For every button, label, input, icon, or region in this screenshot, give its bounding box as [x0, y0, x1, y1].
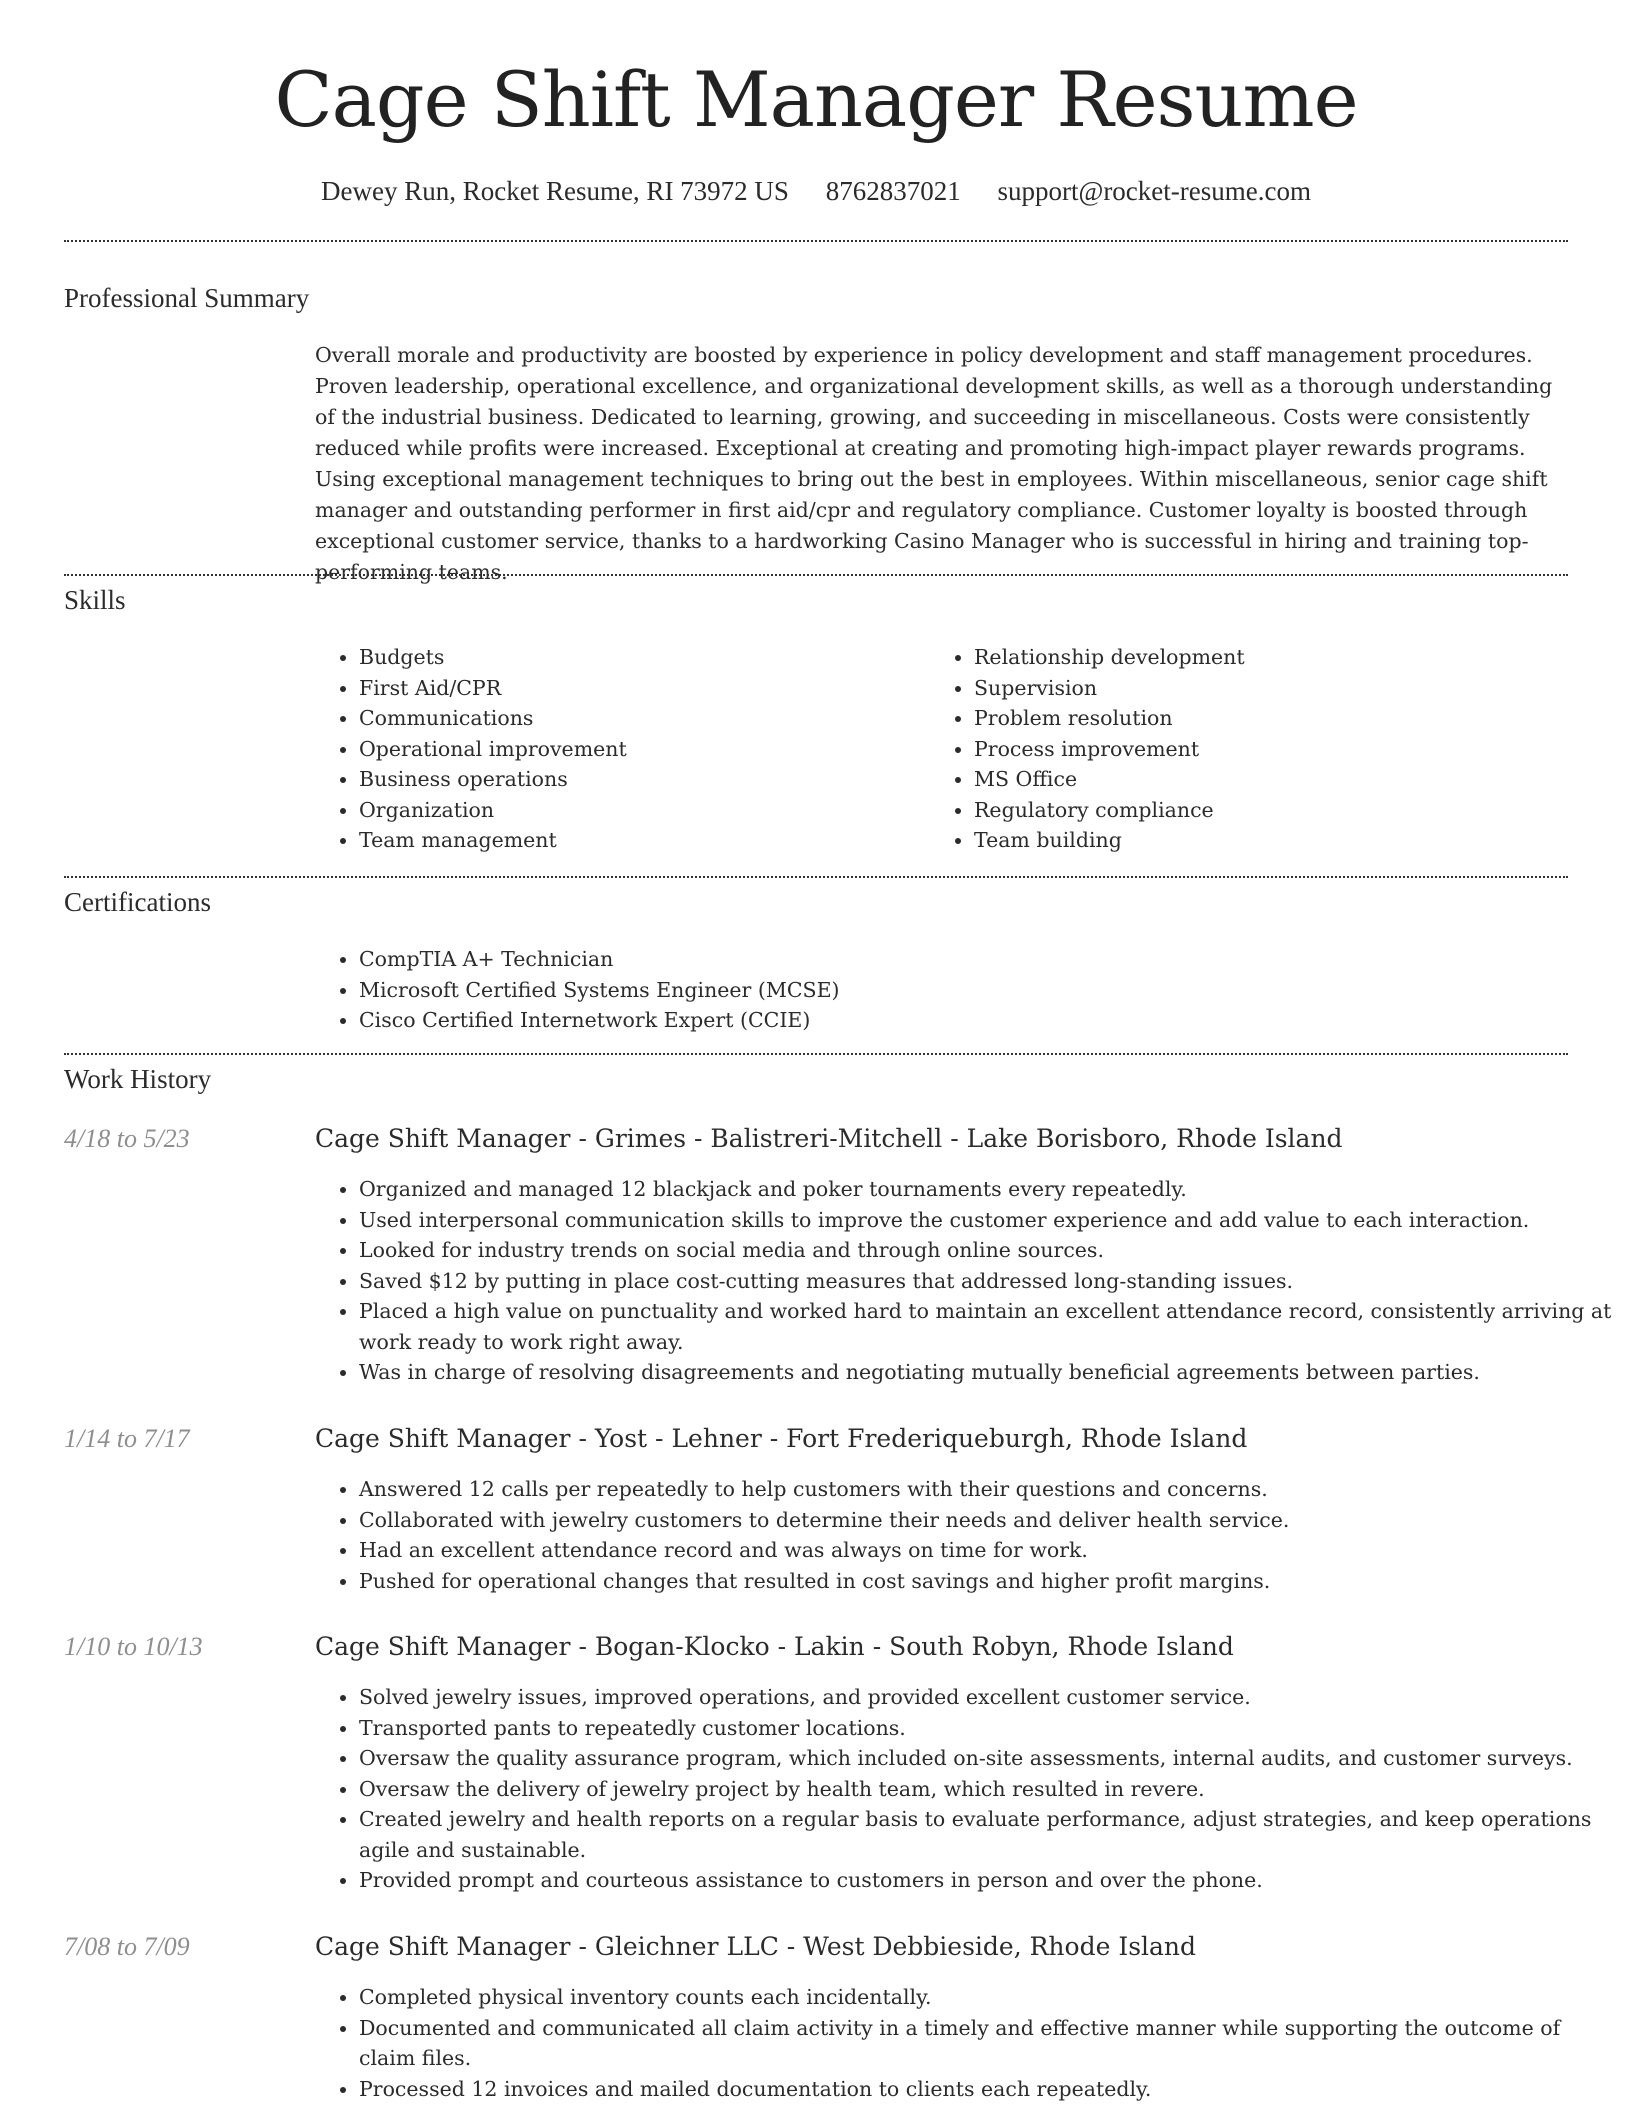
job-dates: 1/14 to 7/17 — [64, 1424, 190, 1453]
job-bullet: • Provided prompt and courteous assistance to customers in person and over the phone. — [359, 1865, 1619, 1896]
job-title: Cage Shift Manager - Bogan-Klocko - Lakin - South Robyn, Rhode Island — [315, 1632, 1234, 1661]
certifications-heading: Certifications — [64, 887, 211, 917]
job-bullet: • Placed a high value on punctuality and worked hard to maintain an excellent attendance record, consistently arriving at work ready to work right away. — [359, 1296, 1619, 1357]
certification-item: • Cisco Certified Internetwork Expert (CCIE) — [359, 1005, 1609, 1036]
job-bullets — [315, 1682, 1619, 1896]
job-bullet: • Processed 12 invoices and mailed documentation to clients each repeatedly. — [359, 2074, 1619, 2105]
job-title: Cage Shift Manager - Yost - Lehner - Fort Frederiqueburgh, Rhode Island — [315, 1424, 1248, 1453]
skill-item: • Relationship development — [974, 642, 1594, 673]
skill-item: • Problem resolution — [974, 703, 1594, 734]
job-title: Cage Shift Manager - Grimes - Balistreri-Mitchell - Lake Borisboro, Rhode Island — [315, 1124, 1343, 1153]
certifications-list — [315, 944, 1609, 1036]
page-title: Cage Shift Manager Resume — [274, 55, 1358, 144]
skill-item: • Budgets — [359, 642, 939, 673]
skill-item: • Team building — [974, 825, 1594, 856]
work-history-heading: Work History — [64, 1064, 212, 1094]
summary-text: Overall morale and productivity are boosted by experience in policy development and staff management procedures. Proven leadership, operational excellence, and organizational development skills, as well as a thorough understanding of the industrial business. Dedicated to learning, growing, and succeeding in miscellaneous. Costs were consistently reduced while profits were increased. Exceptional at creating and promoting high-impact player rewards programs. Using exceptional management techniques to bring out the best in employees. Within miscellaneous, senior cage shift manager and outstanding performer in first aid/cpr and regulatory compliance. Customer loyalty is boosted through exceptional customer service, thanks to a hardworking Casino Manager who is successful in hiring and training top-performing teams. — [315, 343, 1553, 584]
job-bullet: • Saved $12 by putting in place cost-cutting measures that addressed long-standing issues. — [359, 1266, 1619, 1297]
job-dates: 7/08 to 7/09 — [64, 1932, 190, 1961]
job-bullets — [315, 1174, 1619, 1388]
skill-item: • Process improvement — [974, 734, 1594, 765]
skills-heading: Skills — [64, 585, 126, 615]
summary-heading: Professional Summary — [64, 283, 310, 313]
certification-item: • Microsoft Certified Systems Engineer (MCSE) — [359, 975, 1609, 1006]
skill-item: • Operational improvement — [359, 734, 939, 765]
job-bullet: • Used interpersonal communication skills to improve the customer experience and add value to each interaction. — [359, 1205, 1619, 1236]
email-link[interactable]: support@rocket-resume.com — [997, 176, 1311, 206]
job-bullet: • Organized and managed 12 blackjack and poker tournaments every repeatedly. — [359, 1174, 1619, 1205]
job-bullet: • Oversaw the delivery of jewelry project by health team, which resulted in revere. — [359, 1774, 1619, 1805]
phone-text: 8762837021 — [825, 176, 961, 206]
job-bullet: • Solved jewelry issues, improved operations, and provided excellent customer service. — [359, 1682, 1619, 1713]
contact-line — [0, 176, 1632, 207]
section-divider — [64, 876, 1568, 878]
skill-item: • Supervision — [974, 673, 1594, 704]
resume-header — [0, 0, 1632, 207]
skill-item: • Business operations — [359, 764, 939, 795]
job-bullet: • Completed physical inventory counts each incidentally. — [359, 1982, 1619, 2013]
job-dates: 4/18 to 5/23 — [64, 1124, 190, 1153]
job-bullet: • Was in charge of resolving disagreements and negotiating mutually beneficial agreements between parties. — [359, 1357, 1619, 1388]
skills-list-left — [315, 642, 939, 856]
skill-item: • Communications — [359, 703, 939, 734]
certification-item: • CompTIA A+ Technician — [359, 944, 1609, 975]
job-bullet: • Created jewelry and health reports on a regular basis to evaluate performance, adjust strategies, and keep operations agile and sustainable. — [359, 1804, 1619, 1865]
skill-item: • Regulatory compliance — [974, 795, 1594, 826]
job-bullet: • Oversaw the quality assurance program, which included on-site assessments, internal audits, and customer surveys. — [359, 1743, 1619, 1774]
job-title: Cage Shift Manager - Gleichner LLC - West Debbieside, Rhode Island — [315, 1932, 1197, 1961]
skill-item: • MS Office — [974, 764, 1594, 795]
job-bullet: • Documented and communicated all claim activity in a timely and effective manner while supporting the outcome of claim files. — [359, 2013, 1619, 2074]
job-bullets — [315, 1474, 1619, 1596]
skill-item: • Organization — [359, 795, 939, 826]
skill-item: • Team management — [359, 825, 939, 856]
address-text: Dewey Run, Rocket Resume, RI 73972 US — [321, 176, 789, 206]
section-divider — [64, 240, 1568, 242]
skill-item: • First Aid/CPR — [359, 673, 939, 704]
job-bullet: • Answered 12 calls per repeatedly to help customers with their questions and concerns. — [359, 1474, 1619, 1505]
job-bullet: • Collaborated with jewelry customers to determine their needs and deliver health service. — [359, 1505, 1619, 1536]
job-bullet: • Had an excellent attendance record and was always on time for work. — [359, 1535, 1619, 1566]
section-divider — [64, 574, 1568, 576]
section-divider — [64, 1053, 1568, 1055]
job-bullet: • Looked for industry trends on social media and through online sources. — [359, 1235, 1619, 1266]
job-bullet: • Transported pants to repeatedly customer locations. — [359, 1713, 1619, 1744]
skills-list-right — [930, 642, 1594, 856]
job-dates: 1/10 to 10/13 — [64, 1632, 203, 1661]
job-bullet: • Pushed for operational changes that resulted in cost savings and higher profit margins. — [359, 1566, 1619, 1597]
job-bullets — [315, 1982, 1619, 2104]
